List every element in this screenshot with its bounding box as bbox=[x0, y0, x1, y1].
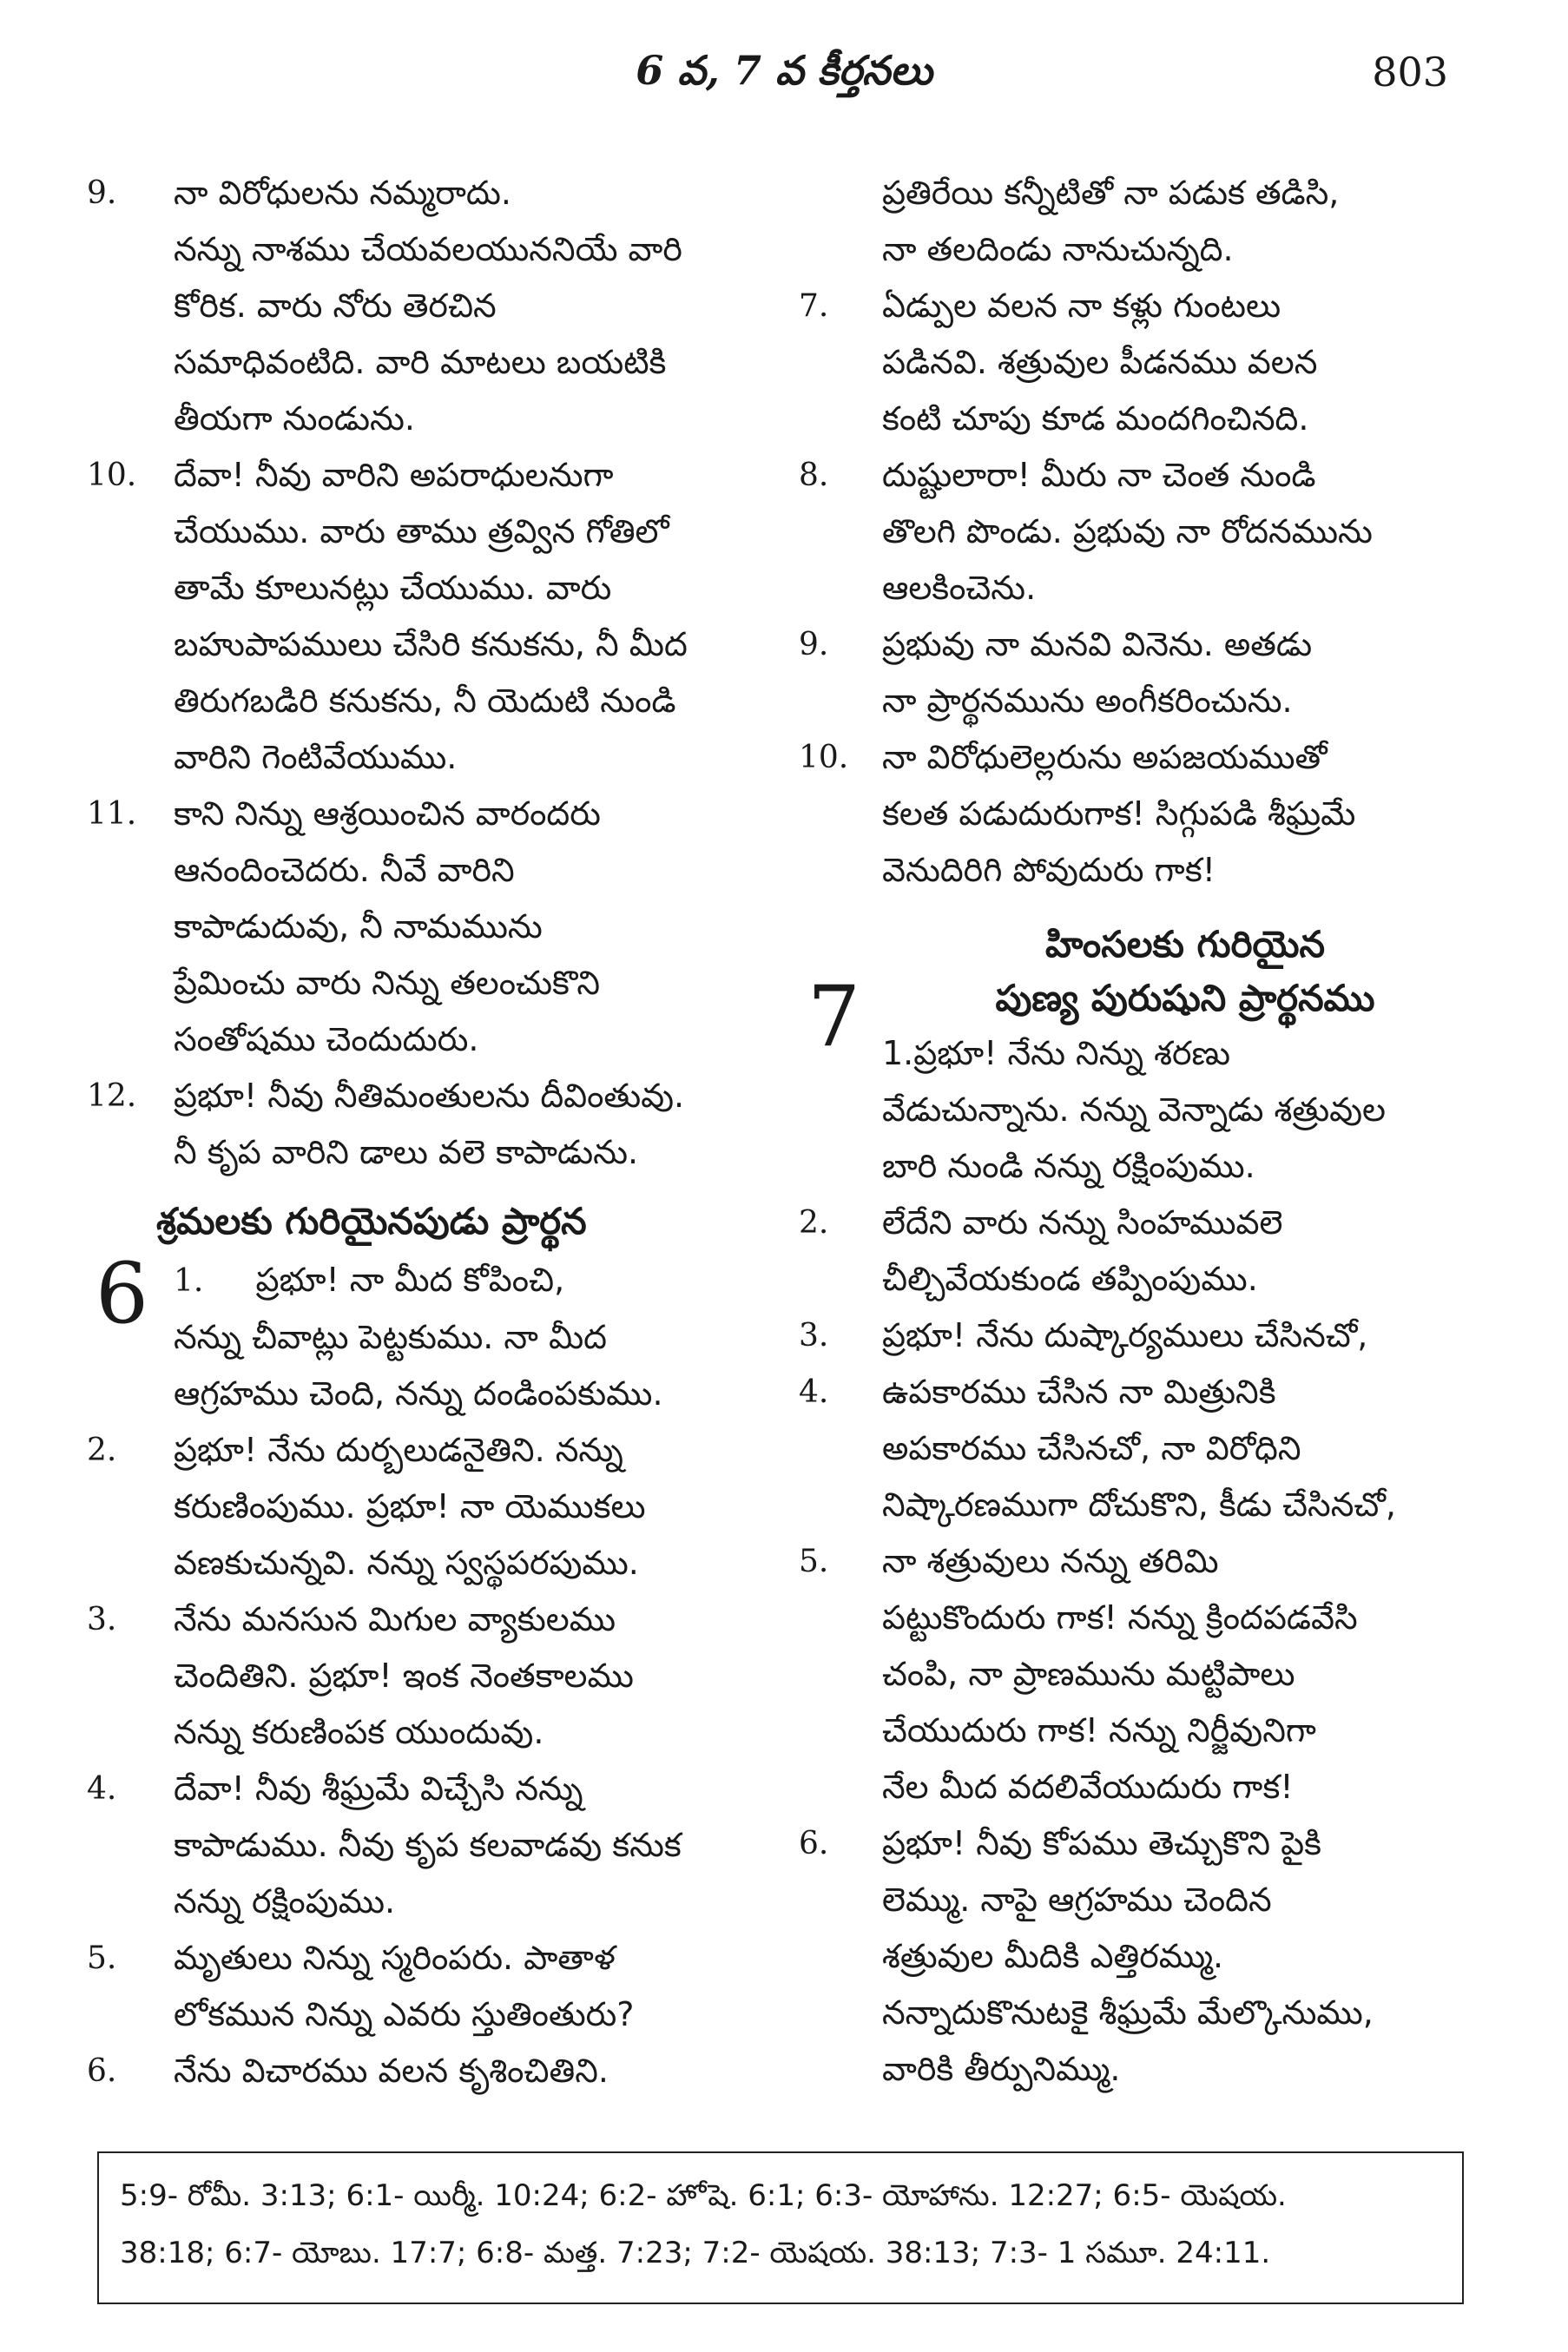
verse-number: 5. bbox=[799, 1544, 829, 1579]
verse-line: ప్రతిరేయి కన్నీటితో నా పడుక తడిసి, bbox=[882, 174, 1340, 212]
psalm-7-heading-line-2: పుణ్య పురుషుని ప్రార్థనము bbox=[995, 977, 1375, 1019]
verse-number: 8. bbox=[799, 458, 829, 493]
verse-number: 6. bbox=[799, 1826, 829, 1861]
verse-line: నన్ను రక్షింపుము. bbox=[174, 1882, 396, 1920]
verse-line: పట్టుకొందురు గాక! నన్ను క్రిందపడవేసి bbox=[882, 1598, 1358, 1637]
verse bbox=[87, 1930, 755, 2043]
verse-number: 2. bbox=[87, 1433, 117, 1468]
verse-line: కాపాడుదువు, నీ నామమును bbox=[174, 907, 543, 945]
left-verses-bottom bbox=[87, 1422, 755, 2099]
verse-line: చంపి, నా ప్రాణమును మట్టిపాలు bbox=[882, 1655, 1295, 1693]
verse-line: తొలగి పొండు. ప్రభువు నా రోదనమును bbox=[882, 512, 1373, 550]
verse-line: నా విరోధులను నమ్మరాదు. bbox=[174, 174, 511, 212]
verse-number: 10. bbox=[87, 458, 137, 493]
verse-line: నేల మీద వదలివేయుదురు గాక! bbox=[882, 1768, 1294, 1806]
psalm-6-start bbox=[87, 1245, 755, 1422]
verse-line: వెనుదిరిగి పోవుదురు గాక! bbox=[882, 851, 1216, 889]
verse-number: 1. bbox=[174, 1263, 204, 1299]
verse-number: 4. bbox=[87, 1771, 117, 1807]
verse-line: నన్ను చీవాట్లు పెట్టకుము. నా మీద bbox=[174, 1318, 607, 1356]
verse-line: లెమ్ము. నాపై ఆగ్రహము చెందిన bbox=[882, 1881, 1272, 1919]
verse bbox=[87, 786, 755, 1068]
verse-line: అపకారము చేసినచో, నా విరోధిని bbox=[882, 1429, 1301, 1467]
verse-line: ఆనందించెదరు. నీవే వారిని bbox=[174, 851, 515, 889]
verse bbox=[87, 2043, 755, 2099]
verse-line: కోరిక. వారు నోరు తెరచిన bbox=[174, 287, 497, 325]
verse-line: ప్రభూ! నేను దుర్బలుడనైతిని. నన్ను bbox=[174, 1431, 623, 1469]
verse-line: సంతోషము చెందుదురు. bbox=[174, 1020, 479, 1058]
verse-line: నన్నాదుకొనుటకై శీఘ్రమే మేల్కొనుము, bbox=[882, 1993, 1374, 2032]
cross-reference-box bbox=[97, 2151, 1464, 2304]
verse-line: ఆలకించెను. bbox=[882, 569, 1037, 607]
psalm-7-verse-1-first-line: 1.ప్రభూ! నేను నిన్ను శరణు bbox=[882, 1034, 1231, 1072]
verse-number: 3. bbox=[799, 1318, 829, 1354]
psalm-7-number: 7 bbox=[807, 968, 861, 1065]
verse bbox=[87, 447, 755, 786]
verse-number: 2. bbox=[799, 1205, 829, 1241]
verse bbox=[799, 616, 1476, 729]
verse-line: నా ప్రార్థనమును అంగీకరించును. bbox=[882, 682, 1293, 720]
page-header bbox=[0, 42, 1568, 111]
verse-line: నీ కృప వారిని డాలు వలె కాపాడును. bbox=[174, 1133, 639, 1171]
verse-line: నేను విచారము వలన కృశించితిని. bbox=[174, 2052, 609, 2090]
verse bbox=[799, 729, 1476, 899]
verse-number: 3. bbox=[87, 1602, 117, 1637]
verse-line: నా విరోధులెల్లరును అపజయముతో bbox=[882, 738, 1328, 776]
verse-line: దేవా! నీవు శీఘ్రమే విచ్చేసి నన్ను bbox=[174, 1769, 583, 1808]
psalm-7-start bbox=[799, 968, 1476, 1195]
verse-number: 9. bbox=[87, 175, 117, 211]
left-column bbox=[87, 165, 755, 2099]
verse-line: ప్రేమించు వారు నిన్ను తలంచుకొని bbox=[174, 964, 601, 1002]
verse-line: వారికి తీర్పునిమ్ము. bbox=[882, 2050, 1121, 2088]
verse-line: కాపాడుము. నీవు కృప కలవాడవు కనుక bbox=[174, 1826, 682, 1864]
verse-number: 9. bbox=[799, 627, 829, 662]
verse-number: 4. bbox=[799, 1374, 829, 1410]
verse bbox=[799, 1533, 1476, 1815]
verse bbox=[799, 1364, 1476, 1533]
verse-line: బారి నుండి నన్ను రక్షింపుము. bbox=[882, 1147, 1255, 1185]
psalm-7-heading-line-1: హింసలకు గురియైన bbox=[1045, 923, 1325, 965]
verse-line: దుష్టులారా! మీరు నా చెంత నుండి bbox=[882, 456, 1316, 494]
verse-line: ప్రభువు నా మనవి వినెను. అతడు bbox=[882, 625, 1313, 663]
cross-reference-line-2: 38:18; 6:7- యోబు. 17:7; 6:8- మత్త. 7:23; 7:2- యెషయ. 38:13; 7:3- 1 సమూ. 24:11. bbox=[120, 2236, 1271, 2270]
running-title: 6 వ, 7 వ కీర్తనలు bbox=[636, 47, 932, 94]
verse-line: లోకమున నిన్ను ఎవరు స్తుతింతురు? bbox=[174, 1995, 635, 2033]
verse-number: 6. bbox=[87, 2053, 117, 2089]
verse-number: 7. bbox=[799, 288, 829, 324]
verse-line: నా శత్రువులు నన్ను తరిమి bbox=[882, 1542, 1219, 1580]
verse-line: దేవా! నీవు వారిని అపరాధులనుగా bbox=[174, 456, 614, 494]
verse-line: ప్రభూ! నేను దుష్కార్యములు చేసినచో, bbox=[882, 1316, 1368, 1354]
verse-line: పడినవి. శత్రువుల పీడనము వలన bbox=[882, 343, 1318, 381]
verse-line: ప్రభూ! నీవు కోపము తెచ్చుకొని పైకి bbox=[882, 1824, 1322, 1862]
verse-line: తీయగా నుండును. bbox=[174, 399, 415, 438]
verse bbox=[87, 1422, 755, 1591]
verse-line: నన్ను కరుణింపక యుందువు. bbox=[174, 1713, 544, 1751]
verse-line: కంటి చూపు కూడ మందగించినది. bbox=[882, 399, 1309, 438]
verse-line: ఉపకారము చేసిన నా మిత్రునికి bbox=[882, 1373, 1276, 1411]
verse-6-continuation bbox=[799, 165, 1476, 278]
verse-number: 12. bbox=[87, 1078, 137, 1114]
verse-line: కలత పడుదురుగాక! సిగ్గుపడి శీఘ్రమే bbox=[882, 794, 1356, 833]
verse-number: 11. bbox=[87, 796, 137, 832]
verse-number: 5. bbox=[87, 1940, 117, 1976]
verse-line: కరుణింపుము. ప్రభూ! నా యెముకలు bbox=[174, 1487, 646, 1525]
verse bbox=[799, 1815, 1476, 2098]
verse bbox=[87, 1761, 755, 1930]
right-verses-top bbox=[799, 278, 1476, 899]
verse bbox=[87, 1068, 755, 1181]
verse-line: ఏడ్పుల వలన నా కళ్లు గుంటలు bbox=[882, 287, 1281, 325]
verse bbox=[799, 1195, 1476, 1308]
verse bbox=[799, 278, 1476, 447]
verse-line: సమాధివంటిది. వారి మాటలు బయటికి bbox=[174, 343, 667, 381]
verse-line: నా తలదిండు నానుచున్నది. bbox=[882, 230, 1234, 268]
verse-line: నిష్కారణముగా దోచుకొని, కీడు చేసినచో, bbox=[882, 1486, 1396, 1524]
verse-line: శత్రువుల మీదికి ఎత్తిరమ్ము. bbox=[882, 1937, 1224, 1975]
verse-line: మృతులు నిన్ను స్మరింపరు. పాతాళ bbox=[174, 1939, 616, 1977]
verse bbox=[87, 165, 755, 447]
verse-line: బహుపాపములు చేసిరి కనుకను, నీ మీద bbox=[174, 625, 688, 663]
verse-number: 10. bbox=[799, 740, 849, 775]
verse-line: తిరుగబడిరి కనుకను, నీ యెదుటి నుండి bbox=[174, 682, 676, 720]
psalm-6-verse-1-first-line: 1. ప్రభూ! నా మీద కోపించి, bbox=[174, 1261, 565, 1299]
psalm-6-heading: శ్రమలకు గురియైనపుడు ప్రార్థన bbox=[156, 1200, 587, 1242]
left-verses-top bbox=[87, 165, 755, 1181]
right-column bbox=[799, 165, 1476, 2098]
verse-line: తామే కూలునట్లు చేయుము. వారు bbox=[174, 569, 612, 607]
verse-line: ఆగ్రహము చెంది, నన్ను దండింపకుము. bbox=[174, 1374, 663, 1413]
verse-line: చేయుము. వారు తాము త్రవ్విన గోతిలో bbox=[174, 512, 669, 550]
cross-reference-line-1: 5:9- రోమీ. 3:13; 6:1- యిర్మీ. 10:24; 6:2- హోషె. 6:1; 6:3- యోహాను. 12:27; 6:5- యెషయ. bbox=[120, 2178, 1287, 2213]
verse-line: వణకుచున్నవి. నన్ను స్వస్థపరపుము. bbox=[174, 1544, 639, 1582]
page-number: 803 bbox=[1372, 49, 1448, 96]
psalm-6-number: 6 bbox=[96, 1245, 149, 1342]
verse bbox=[799, 1308, 1476, 1364]
verse-line: చెందితిని. ప్రభూ! ఇంక నెంతకాలము bbox=[174, 1657, 634, 1695]
verse-line: చీల్చివేయకుండ తప్పింపుము. bbox=[882, 1260, 1258, 1298]
verse-line: లేదేని వారు నన్ను సింహమువలె bbox=[882, 1203, 1283, 1242]
verse bbox=[87, 1591, 755, 1761]
verse-line: కాని నిన్ను ఆశ్రయించిన వారందరు bbox=[174, 794, 601, 833]
verse-line: ప్రభూ! నీవు నీతిమంతులను దీవింతువు. bbox=[174, 1077, 685, 1115]
right-verses-bottom bbox=[799, 1195, 1476, 2098]
verse-line: నన్ను నాశము చేయవలయుననియే వారి bbox=[174, 230, 682, 268]
verse-line: వేడుచున్నాను. నన్ను వెన్నాడు శత్రువుల bbox=[882, 1090, 1386, 1129]
verse bbox=[799, 447, 1476, 616]
verse-line: వారిని గెంటివేయుము. bbox=[174, 738, 458, 776]
verse-line: చేయుదురు గాక! నన్ను నిర్జీవునిగా bbox=[882, 1711, 1316, 1749]
verse-line: నేను మనసున మిగుల వ్యాకులము bbox=[174, 1600, 616, 1638]
